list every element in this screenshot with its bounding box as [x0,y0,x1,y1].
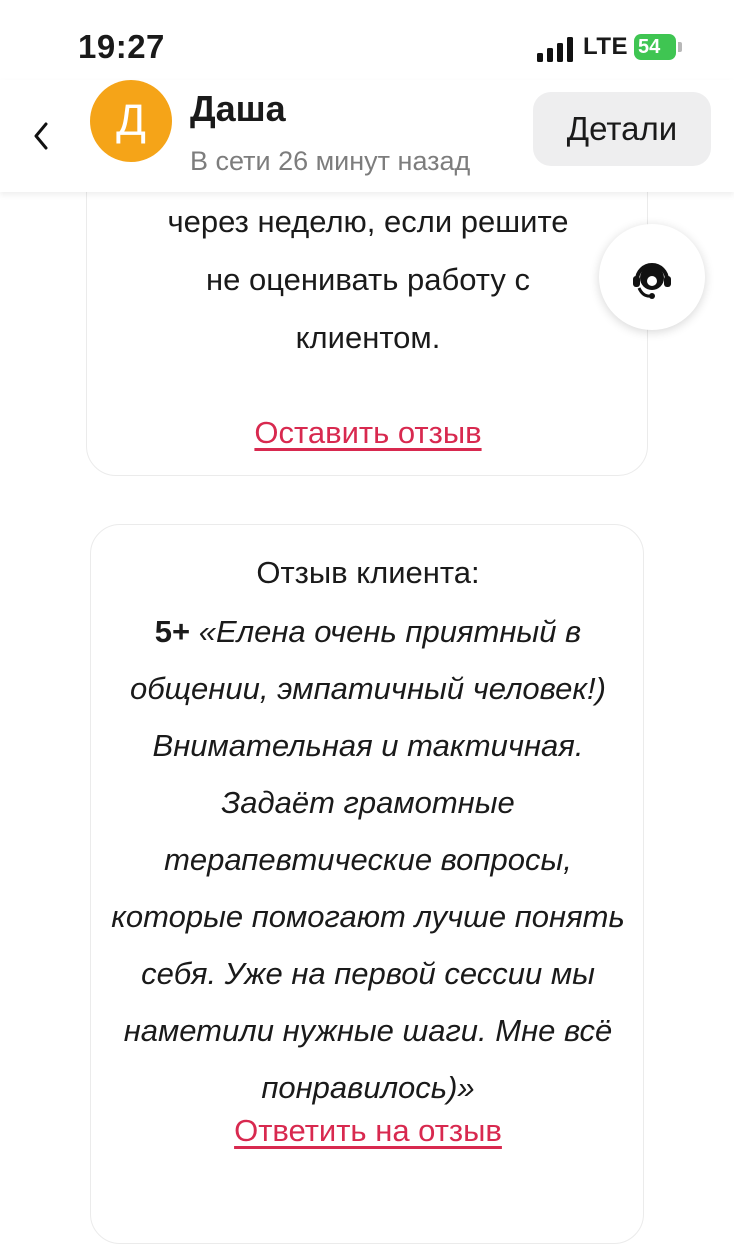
review-body [111,603,625,1116]
presence-status: В сети 26 минут назад [190,146,471,176]
contact-name: Даша [190,88,286,129]
support-button[interactable] [599,224,705,330]
chat-header [0,80,734,192]
review-text: «Елена очень приятный в общении, эмпатичный человек!) Внимательная и тактичная. Задаёт грамотные терапевтические вопросы, которые помогают лучше понять себя. Уже на первой сессии мы наметили нужные шаги. Мне всё понравилось)» [111,614,625,1105]
avatar[interactable]: Д [90,80,172,162]
status-time: 19:27 [78,28,165,65]
info-card-text [87,193,649,367]
network-label: LTE [583,33,629,60]
info-line: не оценивать работу с [206,262,530,297]
review-card [90,524,644,1244]
chevron-left-icon [22,110,62,158]
info-line: через неделю, если решите [167,204,569,239]
leave-review-link[interactable]: Оставить отзыв [254,415,482,450]
info-line: клиентом. [295,320,441,355]
review-title: Отзыв клиента: [256,555,480,590]
status-bar [0,0,734,80]
reply-review-link[interactable]: Ответить на отзыв [234,1113,502,1148]
battery-tip [678,42,682,52]
battery-icon: 54 [634,34,676,60]
review-rating: 5+ [154,614,199,649]
details-button[interactable]: Детали [533,92,711,166]
support-agent-icon [599,224,705,330]
signal-icon [537,36,577,62]
back-button[interactable] [22,110,62,158]
